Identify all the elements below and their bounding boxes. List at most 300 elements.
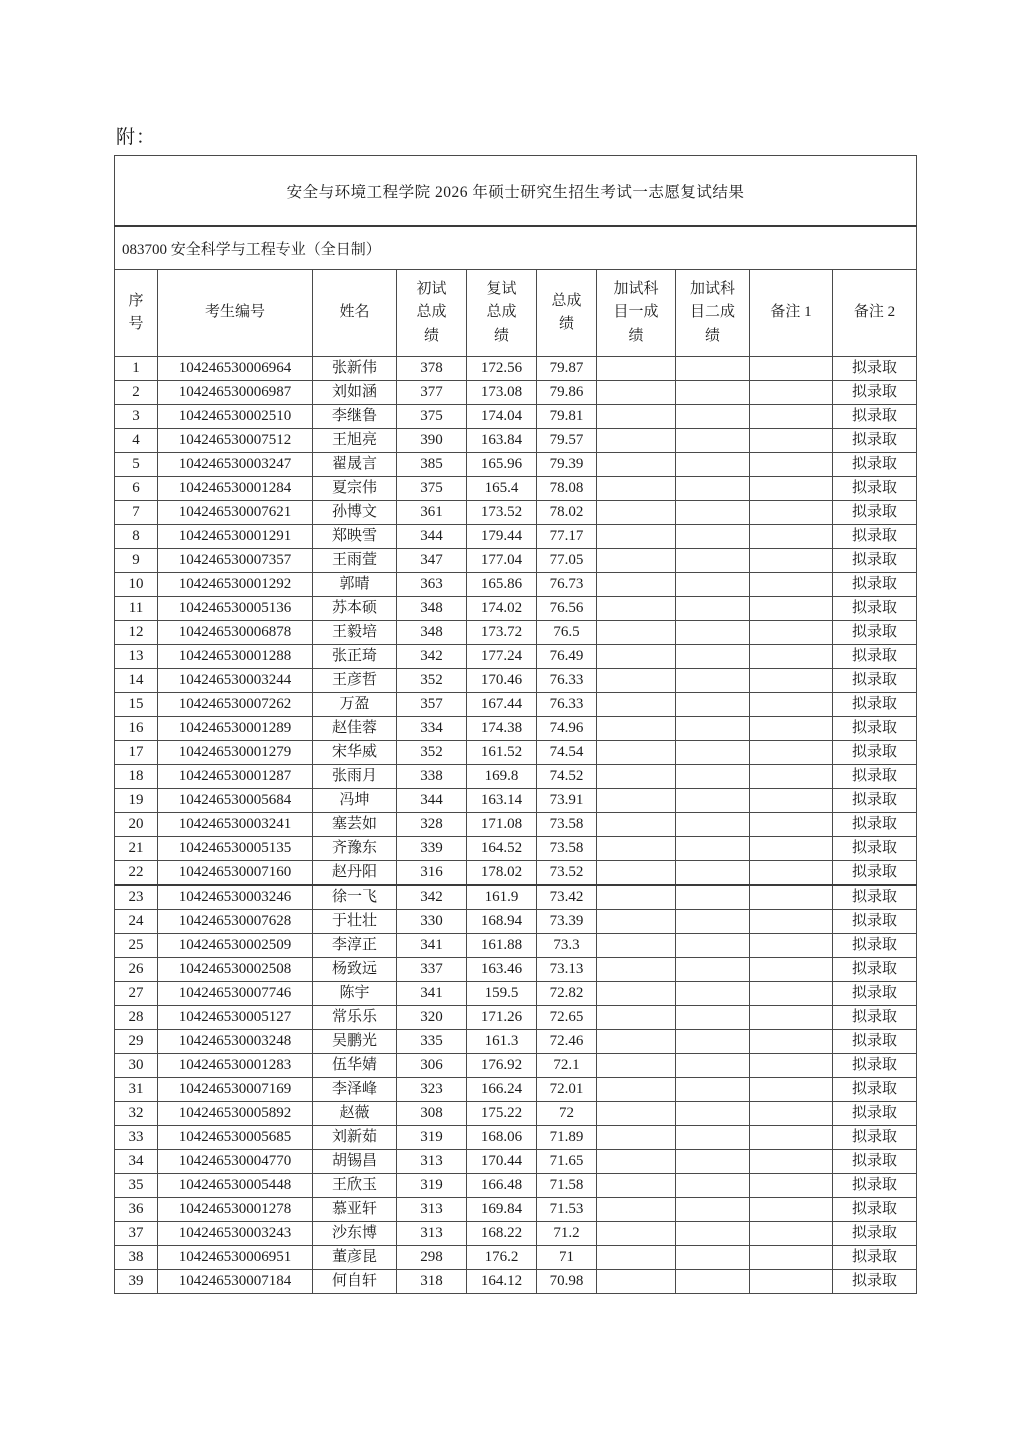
- cell-extra-subject1-score: [597, 1150, 676, 1174]
- cell-extra-subject1-score: [597, 789, 676, 813]
- cell-retest-score: 171.26: [467, 1006, 537, 1030]
- cell-extra-subject2-score: [676, 958, 750, 982]
- cell-extra-subject2-score: [676, 477, 750, 501]
- cell-retest-score: 177.24: [467, 645, 537, 669]
- cell-extra-subject2-score: [676, 1078, 750, 1102]
- cell-note2: 拟录取: [833, 693, 917, 717]
- cell-extra-subject2-score: [676, 669, 750, 693]
- cell-retest-score: 159.5: [467, 982, 537, 1006]
- table-row: [115, 1198, 917, 1222]
- cell-note1: [750, 741, 833, 765]
- cell-note1: [750, 549, 833, 573]
- cell-note1: [750, 1150, 833, 1174]
- cell-retest-score: 167.44: [467, 693, 537, 717]
- cell-name: 塞芸如: [313, 813, 397, 837]
- cell-note1: [750, 861, 833, 886]
- cell-note1: [750, 1246, 833, 1270]
- cell-rank: 11: [115, 597, 158, 621]
- cell-note1: [750, 1270, 833, 1294]
- cell-note1: [750, 357, 833, 381]
- cell-total-score: 78.08: [537, 477, 597, 501]
- cell-name: 翟晟言: [313, 453, 397, 477]
- table-title: 安全与环境工程学院 2026 年硕士研究生招生考试一志愿复试结果: [115, 156, 917, 227]
- cell-retest-score: 163.84: [467, 429, 537, 453]
- cell-extra-subject1-score: [597, 741, 676, 765]
- table-row: [115, 1102, 917, 1126]
- cell-rank: 6: [115, 477, 158, 501]
- cell-rank: 28: [115, 1006, 158, 1030]
- cell-candidate-id: 104246530007746: [158, 982, 313, 1006]
- cell-name: 徐一飞: [313, 885, 397, 910]
- table-row: [115, 453, 917, 477]
- table-row: [115, 910, 917, 934]
- cell-retest-score: 164.52: [467, 837, 537, 861]
- cell-initial-score: 306: [397, 1054, 467, 1078]
- cell-initial-score: 348: [397, 621, 467, 645]
- cell-note2: 拟录取: [833, 405, 917, 429]
- cell-rank: 15: [115, 693, 158, 717]
- cell-name: 郭晴: [313, 573, 397, 597]
- cell-total-score: 71.58: [537, 1174, 597, 1198]
- cell-initial-score: 378: [397, 357, 467, 381]
- cell-total-score: 72.01: [537, 1078, 597, 1102]
- cell-total-score: 72.82: [537, 982, 597, 1006]
- cell-note1: [750, 501, 833, 525]
- cell-note1: [750, 910, 833, 934]
- cell-name: 赵佳蓉: [313, 717, 397, 741]
- cell-name: 沙东博: [313, 1222, 397, 1246]
- cell-initial-score: 357: [397, 693, 467, 717]
- cell-retest-score: 173.52: [467, 501, 537, 525]
- table-row: [115, 1078, 917, 1102]
- cell-extra-subject1-score: [597, 381, 676, 405]
- cell-note1: [750, 669, 833, 693]
- cell-extra-subject1-score: [597, 1246, 676, 1270]
- cell-candidate-id: 104246530001287: [158, 765, 313, 789]
- cell-name: 齐豫东: [313, 837, 397, 861]
- cell-name: 伍华婧: [313, 1054, 397, 1078]
- cell-note1: [750, 717, 833, 741]
- table-row: [115, 1222, 917, 1246]
- cell-extra-subject2-score: [676, 453, 750, 477]
- cell-initial-score: 313: [397, 1150, 467, 1174]
- cell-note2: 拟录取: [833, 1006, 917, 1030]
- cell-name: 夏宗伟: [313, 477, 397, 501]
- cell-candidate-id: 104246530002509: [158, 934, 313, 958]
- cell-name: 陈宇: [313, 982, 397, 1006]
- cell-rank: 1: [115, 357, 158, 381]
- cell-name: 胡锡昌: [313, 1150, 397, 1174]
- cell-name: 董彦昆: [313, 1246, 397, 1270]
- cell-extra-subject1-score: [597, 525, 676, 549]
- cell-total-score: 72: [537, 1102, 597, 1126]
- cell-extra-subject1-score: [597, 934, 676, 958]
- cell-name: 张新伟: [313, 357, 397, 381]
- table-row: [115, 549, 917, 573]
- cell-note1: [750, 765, 833, 789]
- cell-total-score: 76.33: [537, 693, 597, 717]
- cell-retest-score: 166.24: [467, 1078, 537, 1102]
- cell-retest-score: 173.08: [467, 381, 537, 405]
- cell-note2: 拟录取: [833, 549, 917, 573]
- cell-total-score: 71.65: [537, 1150, 597, 1174]
- table-row: [115, 1174, 917, 1198]
- cell-total-score: 78.02: [537, 501, 597, 525]
- cell-note1: [750, 1126, 833, 1150]
- column-header-candidate-id: 考生编号: [158, 270, 313, 357]
- table-row: [115, 597, 917, 621]
- cell-extra-subject1-score: [597, 1102, 676, 1126]
- cell-name: 张雨月: [313, 765, 397, 789]
- cell-note1: [750, 621, 833, 645]
- table-row: [115, 885, 917, 910]
- cell-note2: 拟录取: [833, 837, 917, 861]
- cell-total-score: 77.05: [537, 549, 597, 573]
- cell-extra-subject1-score: [597, 1270, 676, 1294]
- cell-note2: 拟录取: [833, 597, 917, 621]
- cell-retest-score: 171.08: [467, 813, 537, 837]
- cell-note2: 拟录取: [833, 1102, 917, 1126]
- cell-note1: [750, 934, 833, 958]
- cell-note2: 拟录取: [833, 717, 917, 741]
- cell-initial-score: 352: [397, 741, 467, 765]
- cell-initial-score: 390: [397, 429, 467, 453]
- cell-retest-score: 164.12: [467, 1270, 537, 1294]
- table-row: [115, 525, 917, 549]
- cell-total-score: 73.58: [537, 837, 597, 861]
- table-row: [115, 405, 917, 429]
- cell-extra-subject2-score: [676, 861, 750, 886]
- cell-note2: 拟录取: [833, 453, 917, 477]
- cell-note2: 拟录取: [833, 958, 917, 982]
- cell-note1: [750, 1078, 833, 1102]
- cell-extra-subject2-score: [676, 645, 750, 669]
- cell-total-score: 72.1: [537, 1054, 597, 1078]
- admission-results-table: [114, 155, 917, 1294]
- cell-name: 何自轩: [313, 1270, 397, 1294]
- cell-rank: 4: [115, 429, 158, 453]
- cell-extra-subject2-score: [676, 765, 750, 789]
- cell-name: 刘新茹: [313, 1126, 397, 1150]
- cell-initial-score: 337: [397, 958, 467, 982]
- cell-extra-subject1-score: [597, 1078, 676, 1102]
- cell-rank: 19: [115, 789, 158, 813]
- cell-retest-score: 169.8: [467, 765, 537, 789]
- cell-candidate-id: 104246530007512: [158, 429, 313, 453]
- table-row: [115, 1006, 917, 1030]
- table-row: [115, 1030, 917, 1054]
- cell-retest-score: 179.44: [467, 525, 537, 549]
- cell-rank: 26: [115, 958, 158, 982]
- cell-rank: 17: [115, 741, 158, 765]
- cell-extra-subject2-score: [676, 1174, 750, 1198]
- cell-candidate-id: 104246530002508: [158, 958, 313, 982]
- cell-candidate-id: 104246530003246: [158, 885, 313, 910]
- cell-note2: 拟录取: [833, 1198, 917, 1222]
- cell-rank: 31: [115, 1078, 158, 1102]
- table-row: [115, 381, 917, 405]
- cell-extra-subject2-score: [676, 789, 750, 813]
- cell-candidate-id: 104246530003243: [158, 1222, 313, 1246]
- cell-rank: 29: [115, 1030, 158, 1054]
- cell-total-score: 74.52: [537, 765, 597, 789]
- cell-note1: [750, 381, 833, 405]
- cell-note2: 拟录取: [833, 765, 917, 789]
- cell-extra-subject2-score: [676, 1222, 750, 1246]
- cell-initial-score: 341: [397, 934, 467, 958]
- cell-extra-subject2-score: [676, 1198, 750, 1222]
- cell-extra-subject1-score: [597, 429, 676, 453]
- cell-retest-score: 173.72: [467, 621, 537, 645]
- cell-rank: 24: [115, 910, 158, 934]
- table-row: [115, 837, 917, 861]
- cell-note1: [750, 1222, 833, 1246]
- cell-extra-subject1-score: [597, 717, 676, 741]
- cell-retest-score: 168.22: [467, 1222, 537, 1246]
- cell-extra-subject1-score: [597, 357, 676, 381]
- cell-note1: [750, 982, 833, 1006]
- cell-initial-score: 344: [397, 525, 467, 549]
- cell-extra-subject1-score: [597, 861, 676, 886]
- cell-retest-score: 161.9: [467, 885, 537, 910]
- cell-rank: 35: [115, 1174, 158, 1198]
- cell-note2: 拟录取: [833, 381, 917, 405]
- cell-total-score: 71.53: [537, 1198, 597, 1222]
- cell-initial-score: 341: [397, 982, 467, 1006]
- table-subtitle: 083700 安全科学与工程专业（全日制）: [115, 226, 917, 270]
- cell-note2: 拟录取: [833, 885, 917, 910]
- cell-total-score: 74.96: [537, 717, 597, 741]
- cell-note2: 拟录取: [833, 910, 917, 934]
- cell-name: 王彦哲: [313, 669, 397, 693]
- cell-total-score: 73.3: [537, 934, 597, 958]
- column-header-total-score: 总成绩: [537, 270, 597, 357]
- cell-note2: 拟录取: [833, 1150, 917, 1174]
- cell-extra-subject1-score: [597, 765, 676, 789]
- cell-extra-subject2-score: [676, 1030, 750, 1054]
- cell-rank: 33: [115, 1126, 158, 1150]
- cell-retest-score: 178.02: [467, 861, 537, 886]
- cell-initial-score: 375: [397, 405, 467, 429]
- cell-name: 孙博文: [313, 501, 397, 525]
- cell-total-score: 79.39: [537, 453, 597, 477]
- cell-retest-score: 168.06: [467, 1126, 537, 1150]
- column-header-note1: 备注 1: [750, 270, 833, 357]
- cell-note2: 拟录取: [833, 1222, 917, 1246]
- table-row: [115, 477, 917, 501]
- table-row: [115, 1054, 917, 1078]
- cell-extra-subject1-score: [597, 1006, 676, 1030]
- cell-name: 李继鲁: [313, 405, 397, 429]
- cell-name: 王旭亮: [313, 429, 397, 453]
- cell-retest-score: 161.88: [467, 934, 537, 958]
- cell-note2: 拟录取: [833, 621, 917, 645]
- cell-name: 于壮壮: [313, 910, 397, 934]
- cell-initial-score: 361: [397, 501, 467, 525]
- cell-retest-score: 163.46: [467, 958, 537, 982]
- cell-extra-subject1-score: [597, 477, 676, 501]
- cell-initial-score: 318: [397, 1270, 467, 1294]
- table-title-row: [115, 156, 917, 227]
- cell-candidate-id: 104246530007184: [158, 1270, 313, 1294]
- cell-extra-subject1-score: [597, 405, 676, 429]
- cell-rank: 32: [115, 1102, 158, 1126]
- cell-initial-score: 334: [397, 717, 467, 741]
- table-row: [115, 1150, 917, 1174]
- cell-extra-subject2-score: [676, 621, 750, 645]
- cell-name: 常乐乐: [313, 1006, 397, 1030]
- cell-candidate-id: 104246530005685: [158, 1126, 313, 1150]
- cell-name: 宋华威: [313, 741, 397, 765]
- cell-note1: [750, 645, 833, 669]
- cell-candidate-id: 104246530003247: [158, 453, 313, 477]
- cell-rank: 7: [115, 501, 158, 525]
- cell-total-score: 73.52: [537, 861, 597, 886]
- cell-note1: [750, 813, 833, 837]
- cell-rank: 3: [115, 405, 158, 429]
- cell-extra-subject1-score: [597, 645, 676, 669]
- cell-total-score: 70.98: [537, 1270, 597, 1294]
- cell-note2: 拟录取: [833, 934, 917, 958]
- cell-retest-score: 176.2: [467, 1246, 537, 1270]
- table-row: [115, 693, 917, 717]
- cell-extra-subject2-score: [676, 357, 750, 381]
- cell-initial-score: 342: [397, 885, 467, 910]
- cell-total-score: 71.89: [537, 1126, 597, 1150]
- cell-name: 吴鹏光: [313, 1030, 397, 1054]
- cell-rank: 27: [115, 982, 158, 1006]
- cell-rank: 16: [115, 717, 158, 741]
- cell-note2: 拟录取: [833, 1270, 917, 1294]
- cell-initial-score: 308: [397, 1102, 467, 1126]
- cell-candidate-id: 104246530001292: [158, 573, 313, 597]
- cell-initial-score: 313: [397, 1222, 467, 1246]
- cell-extra-subject2-score: [676, 837, 750, 861]
- cell-candidate-id: 104246530005684: [158, 789, 313, 813]
- cell-rank: 20: [115, 813, 158, 837]
- cell-candidate-id: 104246530004770: [158, 1150, 313, 1174]
- column-header-name: 姓名: [313, 270, 397, 357]
- cell-total-score: 72.46: [537, 1030, 597, 1054]
- cell-note2: 拟录取: [833, 1030, 917, 1054]
- cell-rank: 5: [115, 453, 158, 477]
- cell-rank: 30: [115, 1054, 158, 1078]
- table-row: [115, 1270, 917, 1294]
- cell-note2: 拟录取: [833, 429, 917, 453]
- cell-retest-score: 161.52: [467, 741, 537, 765]
- cell-name: 王雨萱: [313, 549, 397, 573]
- cell-extra-subject1-score: [597, 982, 676, 1006]
- cell-candidate-id: 104246530007169: [158, 1078, 313, 1102]
- table-row: [115, 621, 917, 645]
- cell-initial-score: 313: [397, 1198, 467, 1222]
- cell-candidate-id: 104246530001291: [158, 525, 313, 549]
- cell-rank: 37: [115, 1222, 158, 1246]
- table-row: [115, 789, 917, 813]
- cell-extra-subject1-score: [597, 1054, 676, 1078]
- cell-initial-score: 319: [397, 1174, 467, 1198]
- table-row: [115, 765, 917, 789]
- cell-retest-score: 165.86: [467, 573, 537, 597]
- cell-rank: 10: [115, 573, 158, 597]
- cell-note2: 拟录取: [833, 645, 917, 669]
- cell-extra-subject1-score: [597, 1198, 676, 1222]
- cell-retest-score: 174.38: [467, 717, 537, 741]
- cell-rank: 9: [115, 549, 158, 573]
- cell-retest-score: 165.96: [467, 453, 537, 477]
- cell-note1: [750, 477, 833, 501]
- cell-initial-score: 320: [397, 1006, 467, 1030]
- cell-note2: 拟录取: [833, 1054, 917, 1078]
- cell-extra-subject2-score: [676, 525, 750, 549]
- cell-retest-score: 166.48: [467, 1174, 537, 1198]
- cell-name: 李淳正: [313, 934, 397, 958]
- cell-extra-subject1-score: [597, 549, 676, 573]
- cell-retest-score: 177.04: [467, 549, 537, 573]
- cell-extra-subject2-score: [676, 982, 750, 1006]
- cell-note1: [750, 1102, 833, 1126]
- cell-note1: [750, 1030, 833, 1054]
- cell-initial-score: 344: [397, 789, 467, 813]
- cell-note1: [750, 597, 833, 621]
- cell-candidate-id: 104246530006987: [158, 381, 313, 405]
- cell-rank: 2: [115, 381, 158, 405]
- cell-extra-subject1-score: [597, 453, 676, 477]
- cell-note2: 拟录取: [833, 1078, 917, 1102]
- table-row: [115, 717, 917, 741]
- cell-total-score: 79.87: [537, 357, 597, 381]
- cell-total-score: 71.2: [537, 1222, 597, 1246]
- cell-initial-score: 347: [397, 549, 467, 573]
- table-row: [115, 934, 917, 958]
- table-row: [115, 982, 917, 1006]
- cell-rank: 14: [115, 669, 158, 693]
- cell-note1: [750, 1054, 833, 1078]
- cell-name: 冯坤: [313, 789, 397, 813]
- column-header-retest-score: 复试总成绩: [467, 270, 537, 357]
- cell-rank: 38: [115, 1246, 158, 1270]
- cell-retest-score: 169.84: [467, 1198, 537, 1222]
- cell-extra-subject2-score: [676, 1246, 750, 1270]
- cell-initial-score: 323: [397, 1078, 467, 1102]
- cell-candidate-id: 104246530007621: [158, 501, 313, 525]
- cell-initial-score: 377: [397, 381, 467, 405]
- cell-extra-subject2-score: [676, 1150, 750, 1174]
- cell-retest-score: 165.4: [467, 477, 537, 501]
- cell-note1: [750, 525, 833, 549]
- cell-note2: 拟录取: [833, 573, 917, 597]
- cell-initial-score: 342: [397, 645, 467, 669]
- table-row: [115, 1246, 917, 1270]
- cell-extra-subject1-score: [597, 958, 676, 982]
- cell-total-score: 73.42: [537, 885, 597, 910]
- cell-note1: [750, 405, 833, 429]
- column-header-extra-subject1-score: 加试科目一成绩: [597, 270, 676, 357]
- table-row: [115, 958, 917, 982]
- cell-total-score: 76.73: [537, 573, 597, 597]
- cell-extra-subject2-score: [676, 1270, 750, 1294]
- cell-note1: [750, 1174, 833, 1198]
- table-row: [115, 813, 917, 837]
- cell-extra-subject2-score: [676, 885, 750, 910]
- cell-initial-score: 375: [397, 477, 467, 501]
- cell-candidate-id: 104246530003241: [158, 813, 313, 837]
- cell-candidate-id: 104246530005136: [158, 597, 313, 621]
- column-header-extra-subject2-score: 加试科目二成绩: [676, 270, 750, 357]
- cell-extra-subject2-score: [676, 1006, 750, 1030]
- table-row: [115, 669, 917, 693]
- cell-candidate-id: 104246530001289: [158, 717, 313, 741]
